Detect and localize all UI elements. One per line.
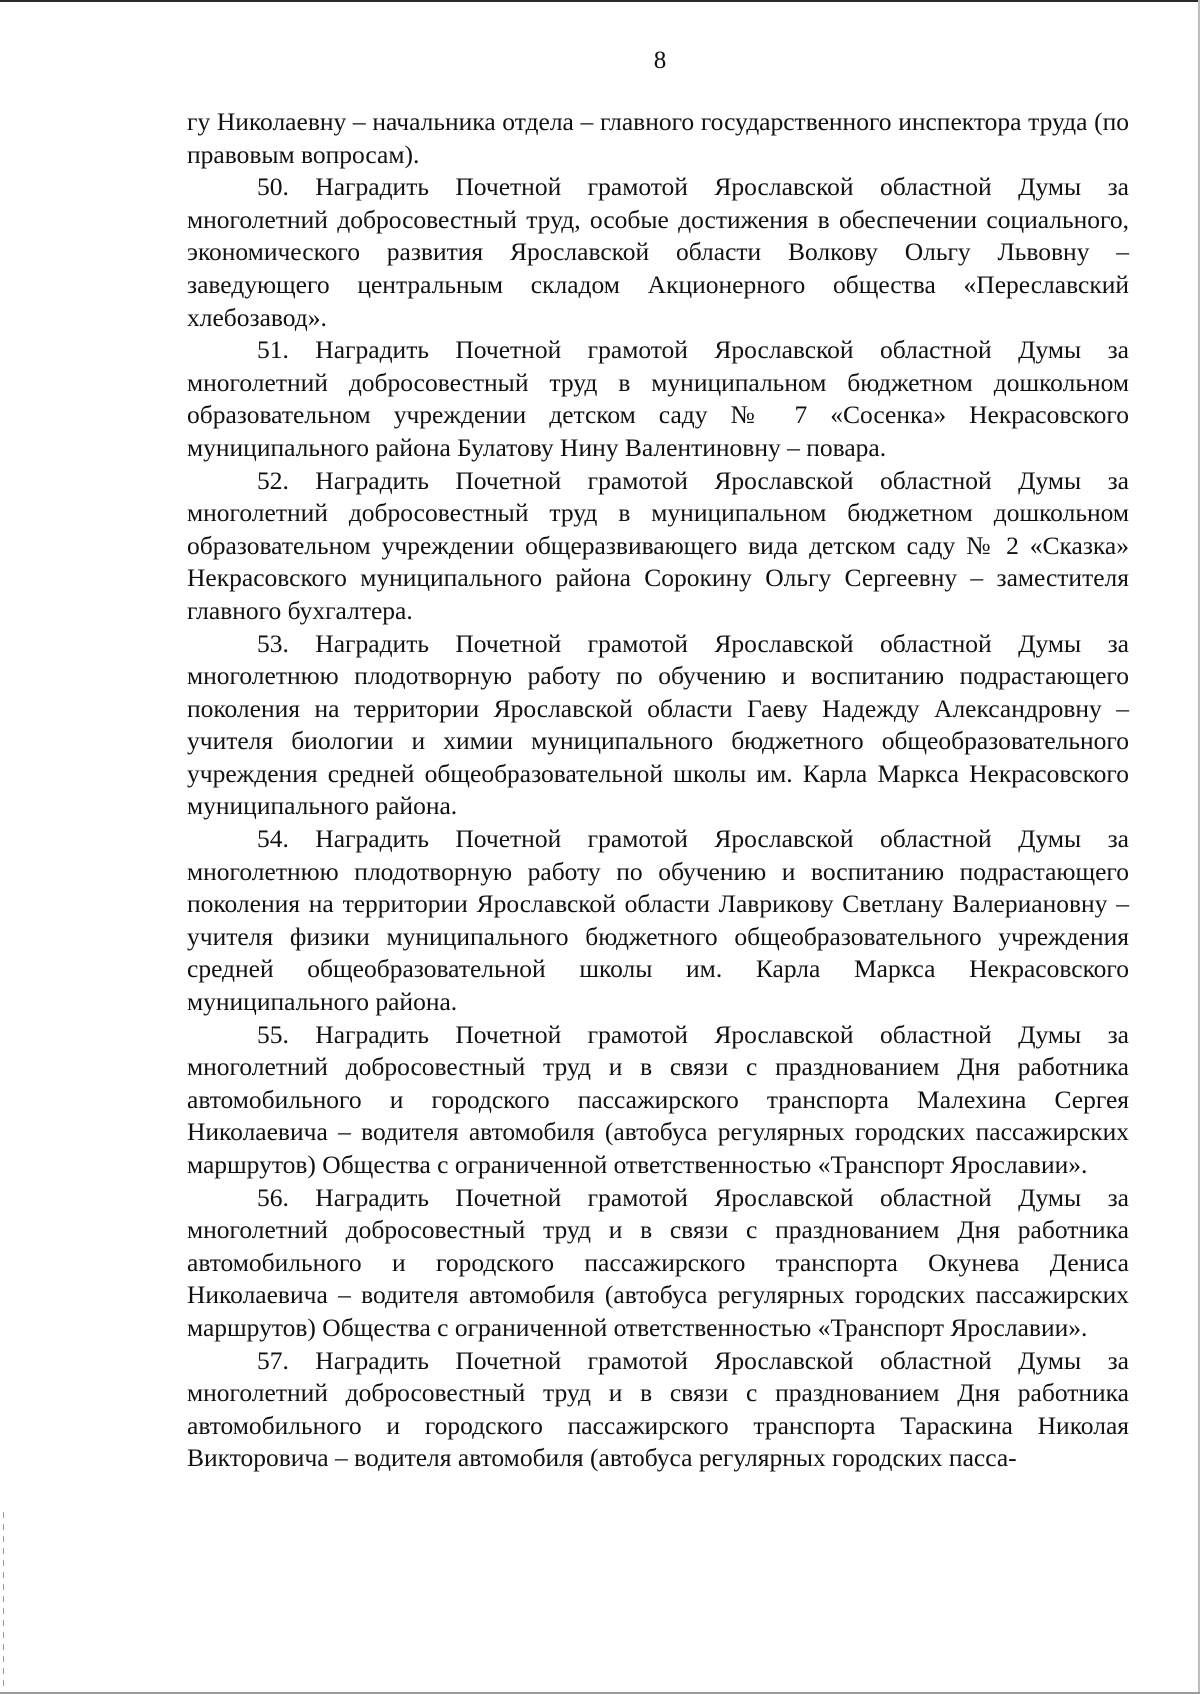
scan-edge-left [3,1512,4,1694]
paragraph-item-55: 55. Наградить Почетной грамотой Ярославской областной Думы за многолетний добросовестный труд и в связи с празднованием Дня работника автомобильного и городского пассажирского транспорта Малехина Сергея Николаевича – водителя автомобиля (автобуса регулярных городских пассажирских маршрутов) Общества с ограниченной ответственностью «Транспорт Ярославии». [187,1019,1129,1179]
paragraph-item-52: 52. Наградить Почетной грамотой Ярославской областной Думы за многолетний добросовестный труд в муниципальном бюджетном дошкольном образовательном учреждении общеразвивающего вида детском саду № 2 «Сказка» Некрасовского муниципального района Сорокину Ольгу Сергеевну – заместителя главного бухгалтера. [187,465,1129,625]
paragraph-item-56: 56. Наградить Почетной грамотой Ярославской областной Думы за многолетний добросовестный труд и в связи с празднованием Дня работника автомобильного и городского пассажирского транспорта Окунева Дениса Николаевича – водителя автомобиля (автобуса регулярных городских пассажирских маршрутов) Общества с ограниченной ответственностью «Транспорт Ярославии». [187,1182,1129,1342]
document-body [187,106,1129,1475]
paragraph-item-53: 53. Наградить Почетной грамотой Ярославской областной Думы за многолетнюю плодотворную работу по обучению и воспитанию подрастающего поколения на территории Ярославской области Гаеву Надежду Александровну – учителя биологии и химии муниципального бюджетного общеобразовательного учреждения средней общеобразовательной школы им. Карла Маркса Некрасовского муниципального района. [187,628,1129,821]
paragraph-item-51: 51. Наградить Почетной грамотой Ярославской областной Думы за многолетний добросовестный труд в муниципальном бюджетном дошкольном образовательном учреждении детском саду № 7 «Сосенка» Некрасовского муниципального района Булатову Нину Валентиновну – повара. [187,335,1129,462]
paragraph-item-54: 54. Наградить Почетной грамотой Ярославской областной Думы за многолетнюю плодотворную работу по обучению и воспитанию подрастающего поколения на территории Ярославской области Лаврикову Светлану Валериановну – учителя физики муниципального бюджетного общеобразовательного учреждения средней общеобразовательной школы им. Карла Маркса Некрасовского муниципального района. [187,824,1129,1017]
paragraph-item-50: 50. Наградить Почетной грамотой Ярославской областной Думы за многолетний добросовестный труд, особые достижения в обеспечении социального, экономического развития Ярославской области Волкову Ольгу Львовну – заведующего центральным складом Акционерного общества «Переславский хлебозавод». [187,172,1129,332]
page-number: 8 [653,47,667,74]
continuation-paragraph: гу Николаевну – начальника отдела – главного государственного инспектора труда (по правовым вопросам). [187,107,1129,169]
paragraph-item-57: 57. Наградить Почетной грамотой Ярославской областной Думы за многолетний добросовестный труд и в связи с празднованием Дня работника автомобильного и городского пассажирского транспорта Тараскина Николая Викторовича – водителя автомобиля (автобуса регулярных городских пасса- [187,1345,1129,1473]
scan-edge-top [0,0,1200,2]
